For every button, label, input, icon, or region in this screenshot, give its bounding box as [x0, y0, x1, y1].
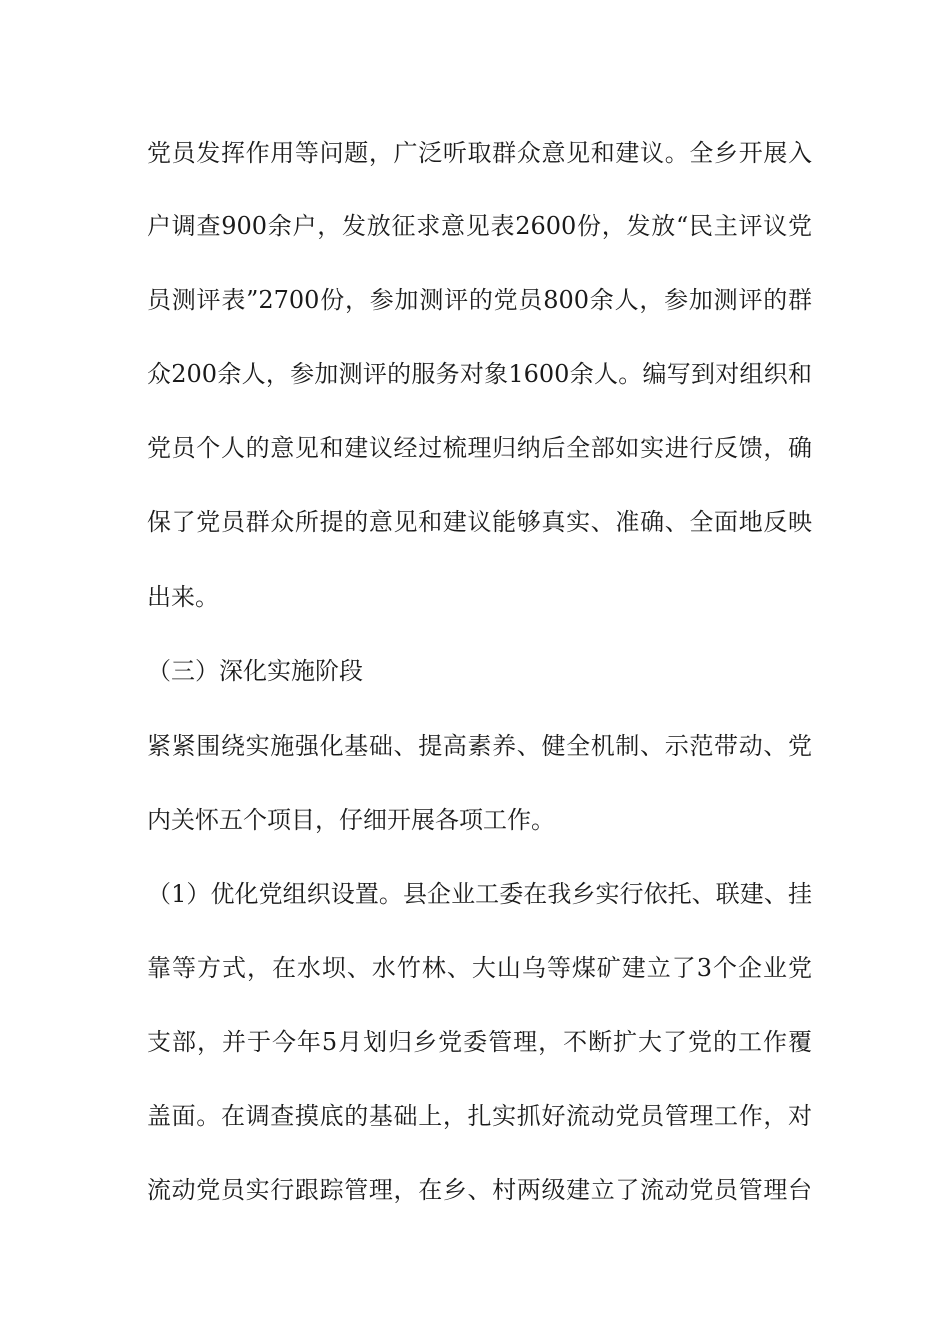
- section-heading: （三）深化实施阶段: [147, 657, 363, 685]
- text-line: 户调查900余户，发放征求意见表2600份，发放“民主评议党: [147, 212, 812, 240]
- text-line: 支部，并于今年5月划归乡党委管理，不断扩大了党的工作覆: [147, 1028, 812, 1056]
- text-line: 党员发挥作用等问题，广泛听取群众意见和建议。全乡开展入: [147, 139, 812, 167]
- text-line: 员测评表”2700份，参加测评的党员800余人，参加测评的群: [147, 286, 812, 314]
- text-line: 紧紧围绕实施强化基础、提高素养、健全机制、示范带动、党: [147, 732, 812, 760]
- text-line: 众200余人，参加测评的服务对象1600余人。编写到对组织和: [147, 360, 812, 388]
- text-line: 出来。: [147, 583, 219, 611]
- text-line: 靠等方式，在水坝、水竹林、大山乌等煤矿建立了3个企业党: [147, 954, 812, 982]
- text-line: 保了党员群众所提的意见和建议能够真实、准确、全面地反映: [147, 508, 812, 536]
- text-line: 盖面。在调查摸底的基础上，扎实抓好流动党员管理工作，对: [147, 1102, 812, 1130]
- text-line: 党员个人的意见和建议经过梳理归纳后全部如实进行反馈，确: [147, 434, 812, 462]
- text-line: 流动党员实行跟踪管理，在乡、村两级建立了流动党员管理台: [147, 1176, 812, 1204]
- text-line: 内关怀五个项目，仔细开展各项工作。: [147, 806, 555, 834]
- text-line: （1）优化党组织设置。县企业工委在我乡实行依托、联建、挂: [147, 880, 812, 908]
